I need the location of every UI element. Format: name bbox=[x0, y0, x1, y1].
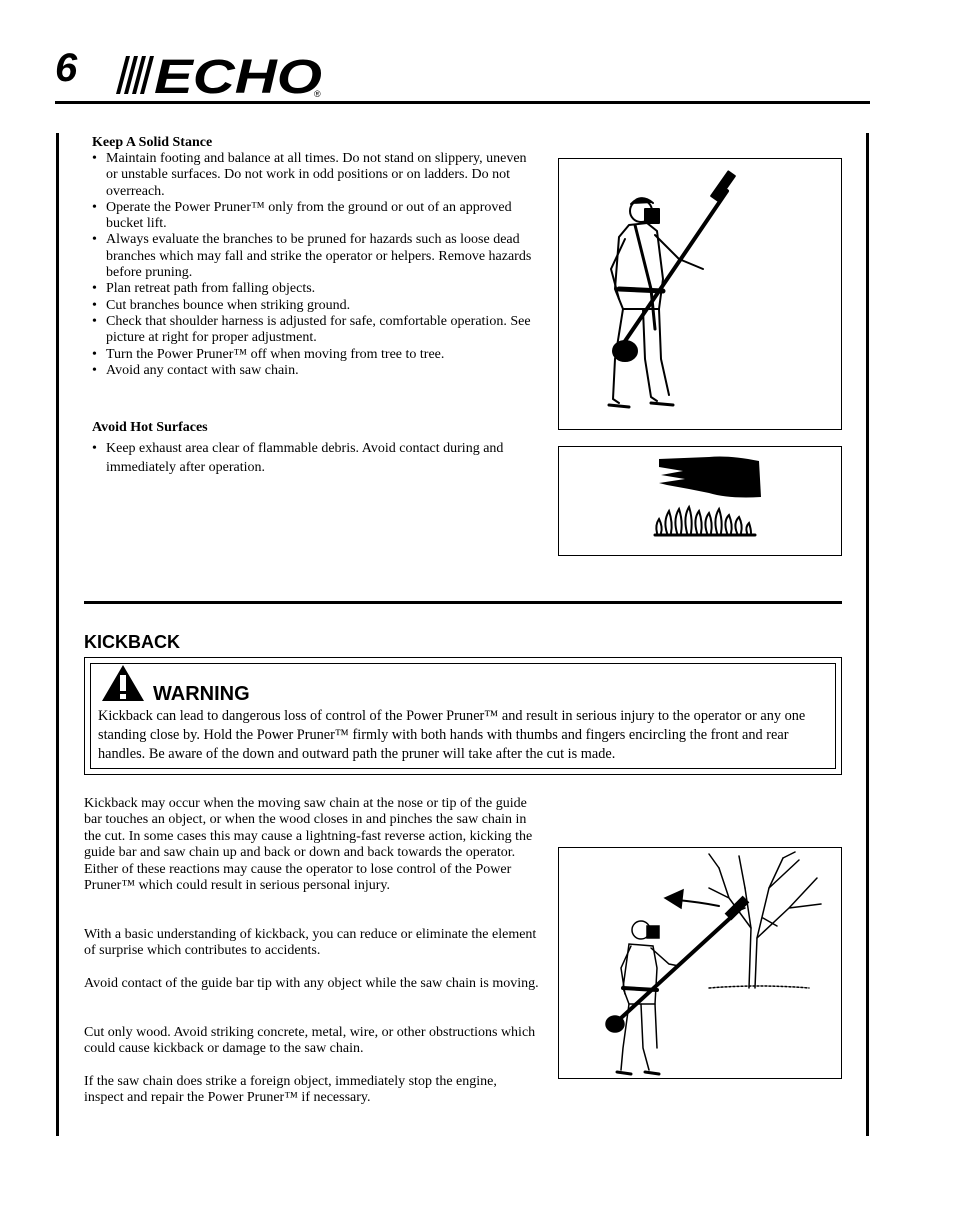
left-margin-rule bbox=[56, 133, 59, 1136]
kickback-illustration-frame bbox=[558, 847, 842, 1079]
hot-surface-icon-frame bbox=[558, 446, 842, 556]
header-rule bbox=[55, 101, 870, 104]
stance-item: • Plan retreat path from falling objects. bbox=[92, 281, 535, 297]
harness-illustration-frame bbox=[558, 158, 842, 430]
stance-heading: Keep A Solid Stance bbox=[92, 135, 213, 150]
stance-item: • Turn the Power Pruner™ off when moving from tree to tree. bbox=[92, 347, 535, 363]
operator-harness-illustration bbox=[559, 159, 841, 429]
kickback-paragraph: With a basic understanding of kickback, you can reduce or eliminate the element of surprise which contributes to accidents. bbox=[84, 927, 537, 959]
warning-title: WARNING bbox=[153, 683, 250, 705]
right-margin-rule bbox=[866, 133, 869, 1136]
kickback-paragraph: Kickback may occur when the moving saw chain at the nose or tip of the guide bar touches an object, or when the wood closes in and pinches the saw chain in the cut. In some cases this may cause a lightning-fast reverse action, kicking the guide bar and saw chain up and back or down and back towards the operator. Either of these reactions may cause the operator to lose control of the Power Pruner™ which could result in serious personal injury. bbox=[84, 796, 533, 894]
kickback-heading: KICKBACK bbox=[84, 632, 180, 652]
warning-text: Kickback can lead to dangerous loss of control of the Power Pruner™ and result in serious injury to the operator or any one standing close by. Hold the Power Pruner™ firmly with both hands with thumbs and fingers encircling the front and rear handles. Be aware of the down and outward path the pruner will take after the cut is made. bbox=[98, 708, 806, 762]
stance-item: • Check that shoulder harness is adjusted for safe, comfortable operation. See picture at right for proper adjustment. bbox=[92, 314, 535, 347]
stance-item: • Cut branches bounce when striking ground. bbox=[92, 298, 535, 314]
logo-text: ECHO bbox=[154, 52, 322, 98]
kickback-tree-illustration bbox=[559, 848, 841, 1078]
hot-surfaces-item: • Keep exhaust area clear of flammable debris. Avoid contact during and immediately after operation. bbox=[92, 439, 535, 477]
kickback-paragraph: Avoid contact of the guide bar tip with any object while the saw chain is moving. bbox=[84, 976, 539, 991]
warning-triangle-icon bbox=[100, 663, 146, 703]
hot-surfaces-heading: Avoid Hot Surfaces bbox=[92, 420, 208, 435]
hot-surface-icon bbox=[559, 447, 841, 555]
section-divider bbox=[84, 601, 842, 604]
echo-logo bbox=[112, 52, 327, 98]
stance-item: • Avoid any contact with saw chain. bbox=[92, 363, 535, 379]
page-number: 6 bbox=[55, 46, 78, 90]
stance-item: • Operate the Power Pruner™ only from the ground or out of an approved bucket lift. bbox=[92, 200, 535, 233]
kickback-paragraph: Cut only wood. Avoid striking concrete, metal, wire, or other obstructions which could cause kickback or damage to the saw chain. bbox=[84, 1025, 536, 1057]
stance-list bbox=[92, 151, 535, 379]
hot-surfaces-list bbox=[92, 439, 535, 477]
registered-mark: ® bbox=[314, 89, 321, 98]
stance-item: • Always evaluate the branches to be pruned for hazards such as loose dead branches which may fall and strike the operator or helpers. Remove hazards before pruning. bbox=[92, 232, 535, 281]
kickback-paragraph: If the saw chain does strike a foreign object, immediately stop the engine, inspect and repair the Power Pruner™ if necessary. bbox=[84, 1074, 497, 1106]
stance-item: • Maintain footing and balance at all times. Do not stand on slippery, uneven or unstable surfaces. Do not work in odd positions or on ladders. Do not overreach. bbox=[92, 151, 535, 200]
